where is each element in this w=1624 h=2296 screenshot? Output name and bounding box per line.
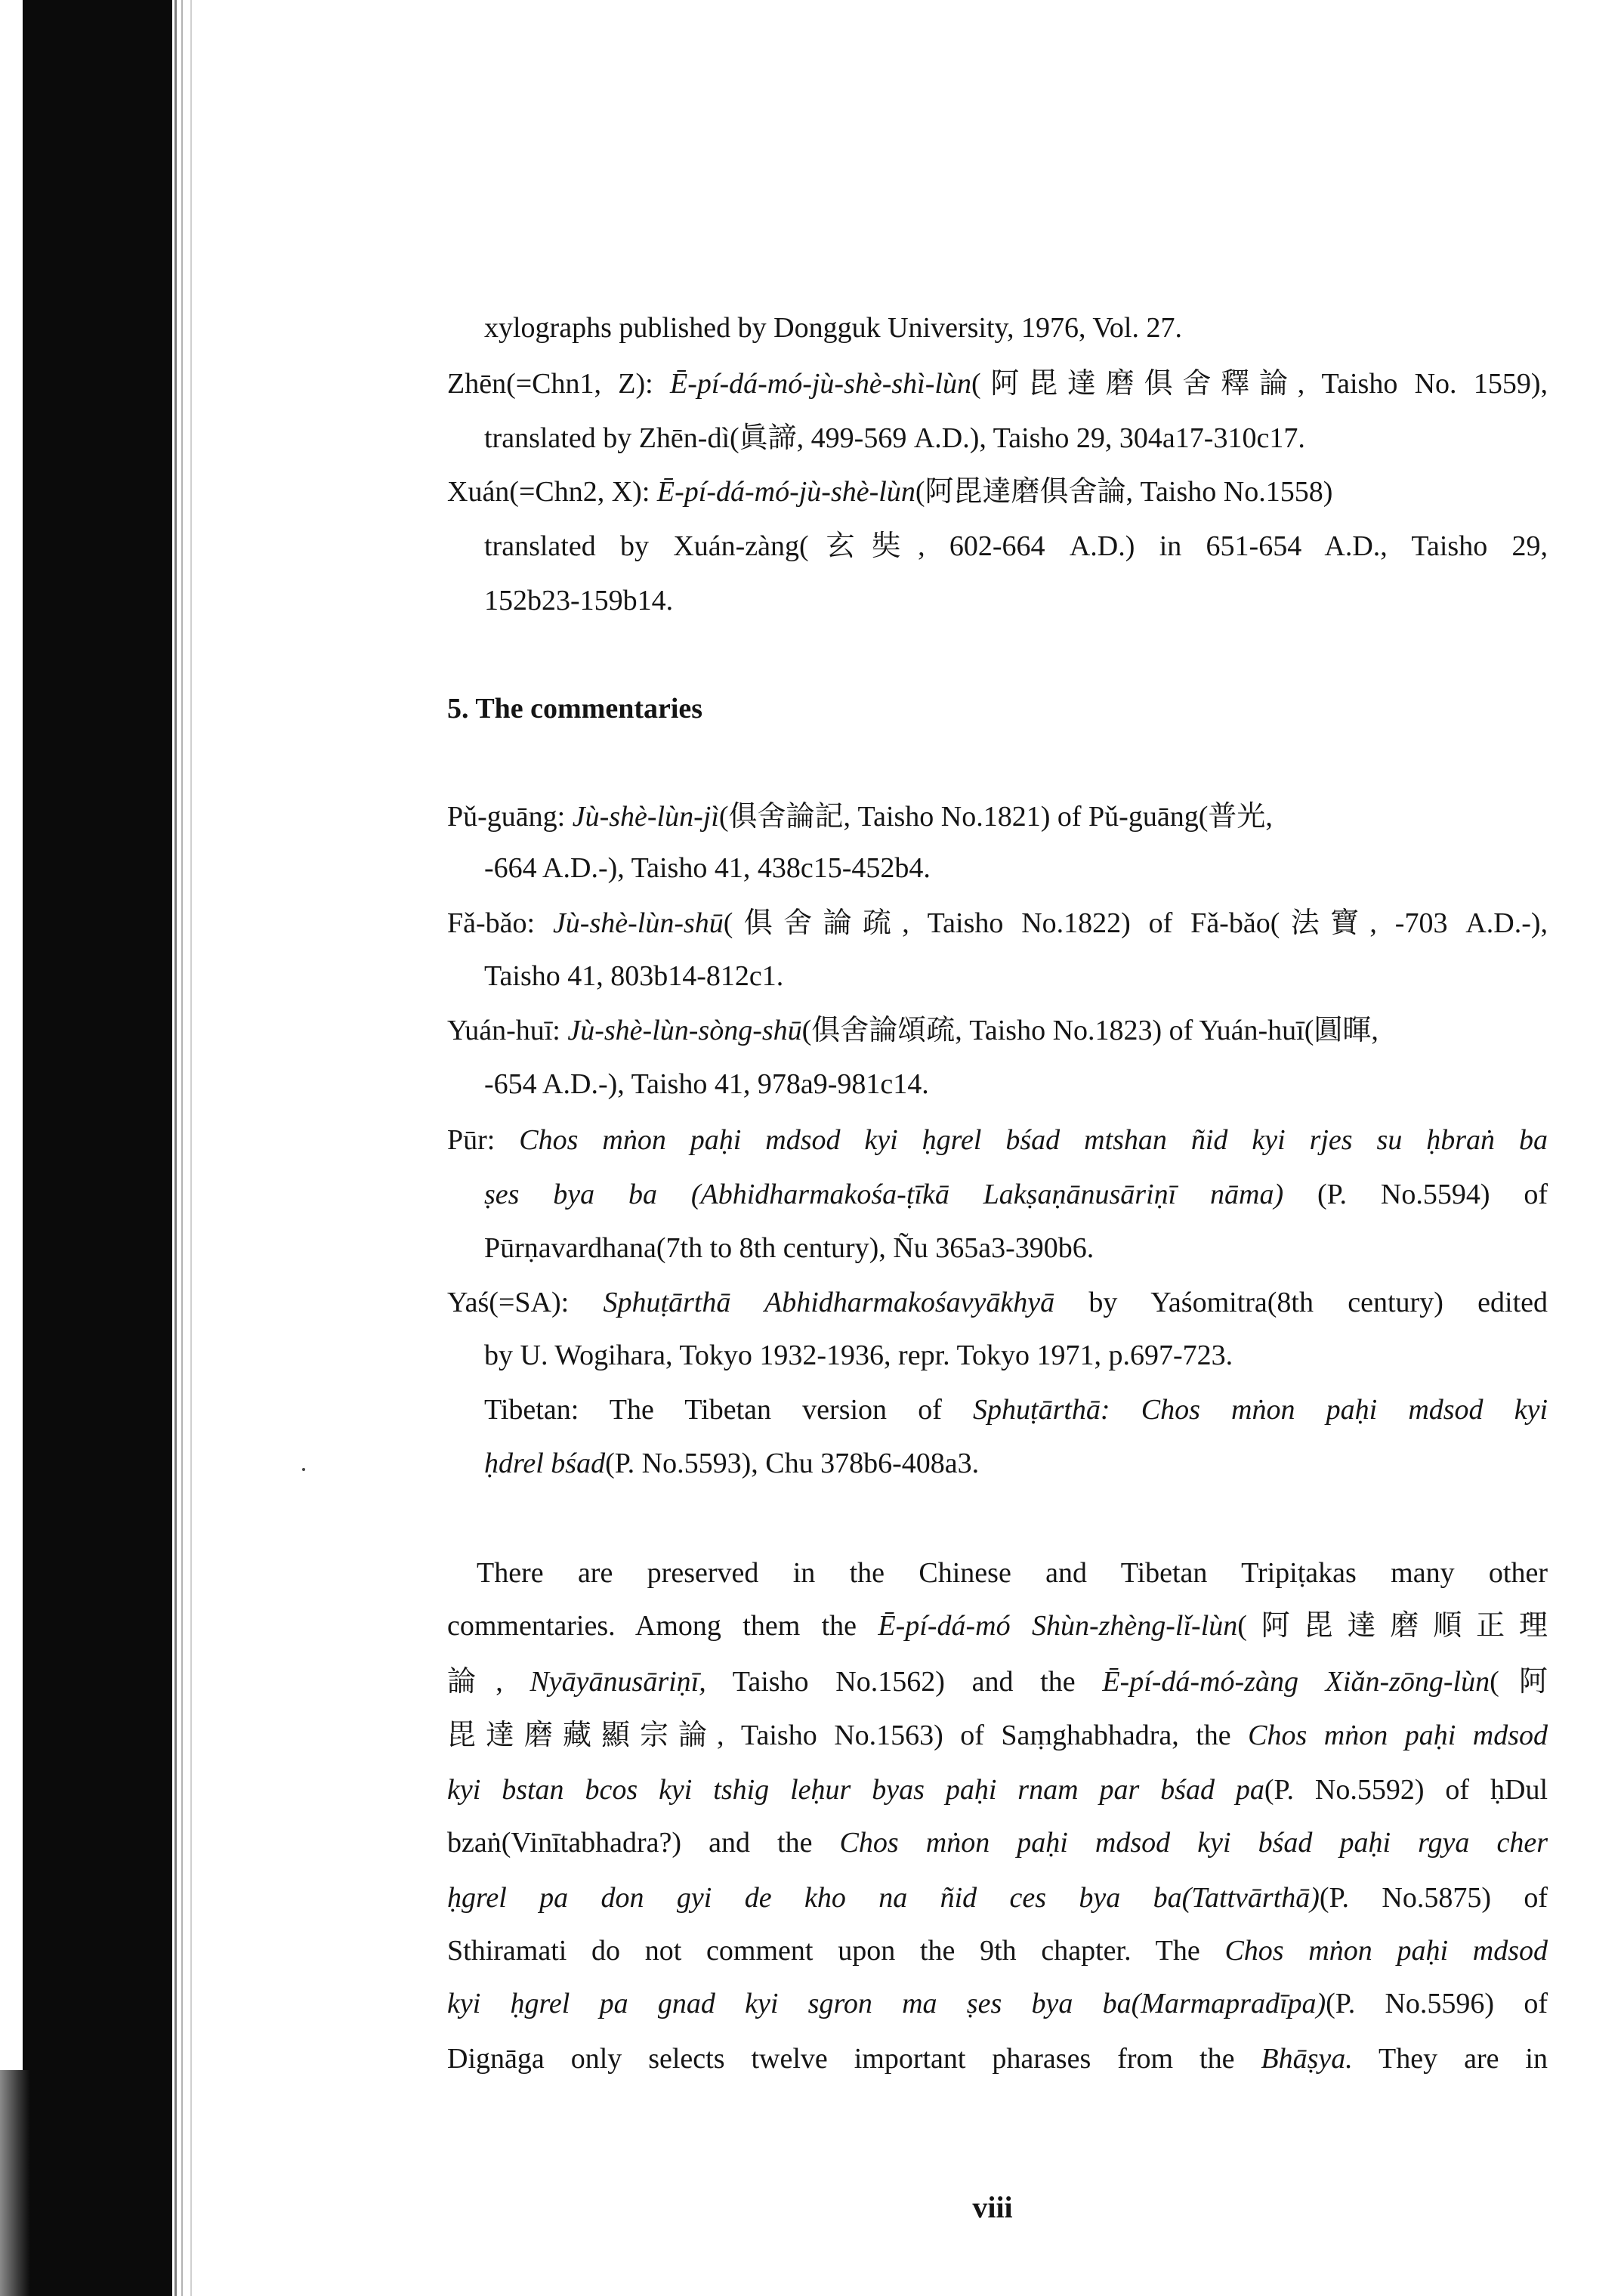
title-italic: Sphuṭārthā Abhidharmakośavyākhyā — [603, 1287, 1055, 1318]
text-segment: They are in — [1352, 2043, 1548, 2075]
text-segment: (P. No.5596) of — [1326, 1988, 1548, 2019]
reference-label: Pǔ-guāng: — [447, 801, 573, 833]
citation-text: 152b23-159b14. — [484, 585, 674, 616]
title-italic: Jù-shè-lùn-shū — [552, 907, 724, 939]
reference-line — [484, 419, 1548, 457]
reference-line — [447, 904, 1548, 942]
reference-line — [484, 1229, 1548, 1267]
reference-label: Fǎ-bǎo: — [447, 907, 553, 939]
text-segment: Taisho No.1562) and the — [705, 1666, 1103, 1698]
citation-text: -664 A.D.-), Taisho 41, 438c15-452b4. — [484, 852, 931, 884]
citation-text: translated by Xuán-zàng(玄奘, 602-664 A.D.) in 651-654 A.D., Taisho 29, — [484, 530, 1548, 562]
paragraph-line — [447, 2040, 1548, 2078]
citation-text: (俱舍論記, Taisho No.1821) of Pǔ-guāng(普光, — [718, 801, 1273, 833]
citation-text: by Yaśomitra(8th century) edited — [1054, 1287, 1548, 1318]
citation-text: translated by Zhēn-dì(眞諦, 499-569 A.D.), Taisho 29, 304a17-310c17. — [484, 422, 1305, 454]
title-italic: Chos mṅon paḥi mdsod kyi bśad paḥi rgya cher — [839, 1827, 1548, 1859]
paragraph-line — [447, 1717, 1548, 1754]
paragraph-line — [447, 1771, 1548, 1809]
reference-label: Tibetan: The Tibetan version of — [484, 1394, 974, 1426]
title-italic: Chos mṅon paḥi mdsod kyi ḥgrel bśad mtshan ñid kyi rjes su ḥbraṅ ba — [519, 1124, 1548, 1156]
citation-text: Pūrṇavardhana(7th to 8th century), Ñu 365a3-390b6. — [484, 1232, 1095, 1264]
scan-edge-shadow — [0, 2070, 30, 2296]
citation-text: Taisho 41, 803b14-812c1. — [484, 960, 784, 992]
text-segment: (阿 — [1490, 1666, 1548, 1698]
title-italic: Ē-pí-dá-mó-jù-shè-lùn — [656, 476, 915, 508]
text-segment: (P. No.5875) of — [1319, 1882, 1548, 1914]
reference-label: Xuán(=Chn2, X): — [447, 476, 657, 508]
reference-line — [484, 1176, 1548, 1213]
text-segment: bzaṅ(Vinītabhadra?) and the — [447, 1827, 840, 1859]
title-italic: Ē-pí-dá-mó Shùn-zhèng-lǐ-lùn — [878, 1610, 1238, 1642]
citation-text: (阿毘達磨俱舍釋論, Taisho No. 1559), — [971, 368, 1548, 400]
reference-label: Yuán-huī: — [447, 1015, 568, 1046]
citation-text: (俱舍論疏, Taisho No.1822) of Fǎ-bǎo(法寶, -703 A.D.-), — [723, 907, 1548, 939]
text-segment: commentaries. Among them the — [447, 1610, 878, 1642]
reference-label: Pūr: — [447, 1124, 520, 1156]
reference-line — [447, 365, 1548, 403]
text-segment: Sthiramati do not comment upon the 9th chapter. The — [447, 1935, 1225, 1967]
reference-line — [447, 1284, 1548, 1321]
reference-line — [484, 849, 1548, 887]
title-italic: Ē-pí-dá-mó-jù-shè-shì-lùn — [670, 368, 971, 400]
citation-text: (P. No.5593), Chu 378b6-408a3. — [605, 1448, 980, 1479]
citation-text: (阿毘達磨俱舍論, Taisho No.1558) — [915, 476, 1333, 508]
reference-line — [447, 473, 1548, 511]
reference-line — [484, 582, 1548, 620]
title-italic: ṣes bya ba (Abhidharmakośa-ṭīkā Lakṣaṇānusāriṇī nāma) — [484, 1179, 1284, 1210]
scan-binding-shadow — [23, 0, 172, 2296]
paragraph-line — [447, 1932, 1548, 1970]
scan-edge-line — [181, 0, 183, 2296]
reference-line — [484, 1445, 1548, 1482]
scan-edge-line — [174, 0, 177, 2296]
title-italic: Chos mṅon paḥi mdsod — [1224, 1935, 1548, 1967]
title-italic: Nyāyānusāriṇī, — [529, 1666, 706, 1698]
reference-line — [447, 798, 1548, 836]
page-number: viii — [972, 2190, 1013, 2224]
title-italic: Bhāṣya. — [1261, 2043, 1353, 2075]
title-italic: Sphuṭārthā: Chos mṅon paḥi mdsod kyi — [973, 1394, 1548, 1426]
reference-line — [484, 1065, 1548, 1103]
scan-edge-line — [190, 0, 192, 2296]
section-heading: 5. The commentaries — [447, 693, 703, 725]
citation-text: (俱舍論頌疏, Taisho No.1823) of Yuán-huī(圓暉, — [801, 1015, 1379, 1046]
text-segment: Dignāga only selects twelve important pharases from the — [447, 2043, 1261, 2075]
paragraph-line — [447, 1985, 1548, 2023]
text-segment: (阿毘達磨順正理 — [1237, 1610, 1548, 1642]
paragraph-line — [477, 1554, 1548, 1592]
title-italic: kyi bstan bcos kyi tshig leḥur byas paḥi rnam par bśad pa — [447, 1774, 1264, 1806]
title-italic: Ē-pí-dá-mó-zàng Xiǎn-zōng-lùn — [1102, 1666, 1490, 1698]
text-segment: 論, — [447, 1666, 530, 1698]
reference-label: Yaś(=SA): — [447, 1287, 604, 1318]
reference-line — [484, 309, 1548, 347]
paragraph-line — [447, 1824, 1548, 1862]
scan-speck — [302, 1468, 305, 1471]
title-italic: kyi ḥgrel pa gnad kyi sgron ma ṣes bya ba(Marmapradīpa) — [447, 1988, 1326, 2019]
title-italic: ḥdrel bśad — [484, 1448, 606, 1479]
paragraph-line — [447, 1879, 1548, 1917]
reference-line — [484, 527, 1548, 565]
text-segment: There are preserved in the Chinese and Tibetan Tripiṭakas many other — [477, 1557, 1548, 1589]
paragraph-line — [447, 1607, 1548, 1645]
text-segment: 毘達磨藏顯宗論, Taisho No.1563) of Saṃghabhadra, the — [447, 1720, 1249, 1751]
reference-label: Zhēn(=Chn1, Z): — [447, 368, 671, 400]
reference-line — [484, 1337, 1548, 1374]
citation-text: by U. Wogihara, Tokyo 1932-1936, repr. Tokyo 1971, p.697-723. — [484, 1340, 1233, 1371]
citation-text: (P. No.5594) of — [1283, 1179, 1548, 1210]
citation-text: -654 A.D.-), Taisho 41, 978a9-981c14. — [484, 1068, 929, 1100]
reference-line — [447, 1121, 1548, 1159]
text-segment: xylographs published by Dongguk University, 1976, Vol. 27. — [484, 312, 1182, 344]
text-segment: (P. No.5592) of ḥDul — [1264, 1774, 1548, 1806]
title-italic: Jù-shè-lùn-jì — [572, 801, 719, 833]
title-italic: Chos mṅon paḥi mdsod — [1248, 1720, 1548, 1751]
title-italic: ḥgrel pa don gyi de kho na ñid ces bya ba(Tattvārthā) — [447, 1882, 1320, 1914]
reference-line — [484, 957, 1548, 995]
reference-line — [484, 1391, 1548, 1429]
paragraph-line — [447, 1663, 1548, 1701]
title-italic: Jù-shè-lùn-sòng-shū — [567, 1015, 802, 1046]
reference-line — [447, 1012, 1548, 1049]
